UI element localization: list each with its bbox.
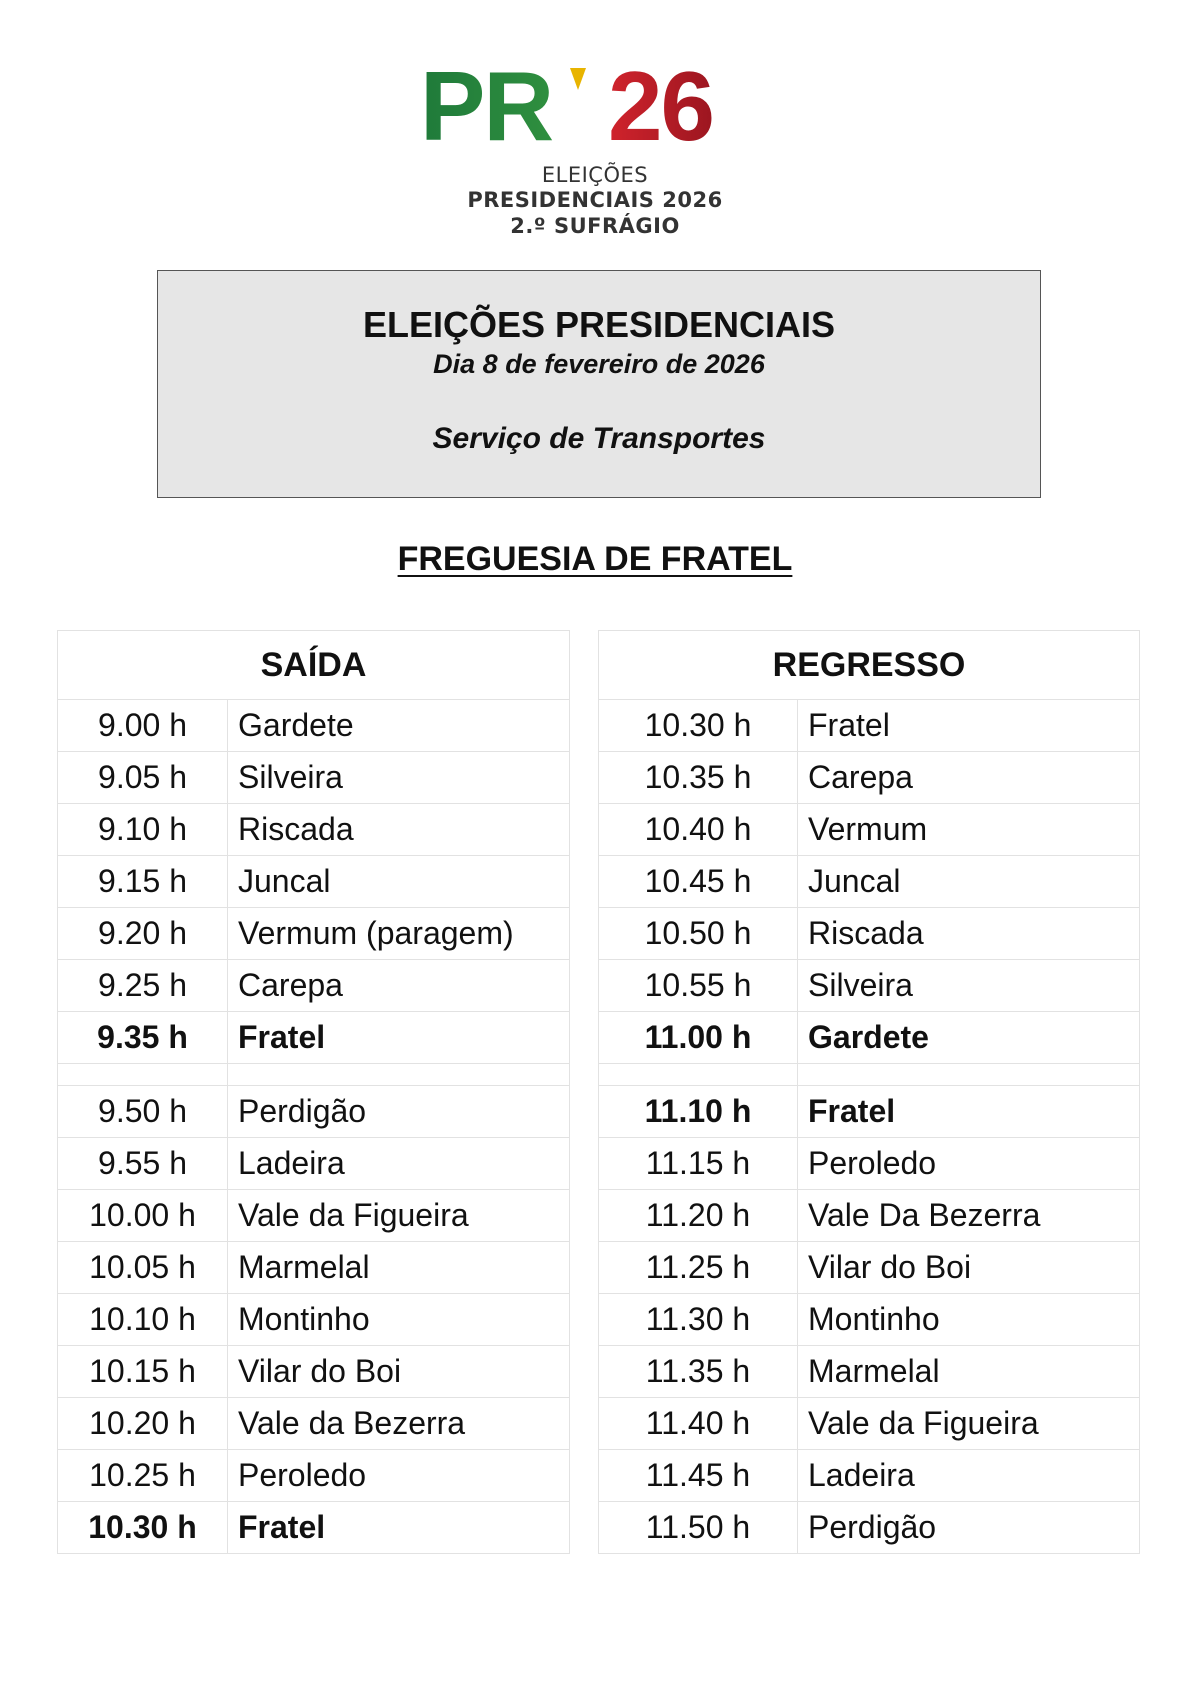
document-title: ELEIÇÕES PRESIDENCIAIS (362, 304, 836, 345)
place-cell: Silveira (228, 752, 570, 804)
time-cell: 9.25 h (58, 960, 228, 1012)
time-cell: 10.40 h (599, 804, 798, 856)
logo-line-3: 2.º SUFRÁGIO (510, 214, 680, 238)
time-cell: 10.15 h (58, 1346, 228, 1398)
place-cell: Gardete (228, 700, 570, 752)
schedule-row (58, 752, 570, 804)
time-cell: 9.15 h (58, 856, 228, 908)
schedule-row (58, 1502, 570, 1554)
time-cell: 11.10 h (599, 1086, 798, 1138)
time-cell: 10.45 h (599, 856, 798, 908)
place-cell: Fratel (228, 1502, 570, 1554)
place-cell: Vale da Bezerra (228, 1398, 570, 1450)
schedule-row (599, 1398, 1140, 1450)
parish-name: FREGUESIA DE FRATEL (397, 540, 793, 578)
time-cell: 11.45 h (599, 1450, 798, 1502)
place-cell: Riscada (228, 804, 570, 856)
spacer-cell (599, 1064, 798, 1086)
time-cell: 11.20 h (599, 1190, 798, 1242)
election-logo (0, 60, 1190, 239)
time-cell: 9.35 h (58, 1012, 228, 1064)
place-cell: Montinho (228, 1294, 570, 1346)
place-cell: Vilar do Boi (228, 1346, 570, 1398)
place-cell: Peroledo (798, 1138, 1140, 1190)
place-cell: Vale da Figueira (228, 1190, 570, 1242)
place-cell: Peroledo (228, 1450, 570, 1502)
spacer-row (599, 1064, 1140, 1086)
schedule-row (599, 1012, 1140, 1064)
spacer-row (58, 1064, 570, 1086)
schedule-row (58, 700, 570, 752)
schedule-row (58, 1242, 570, 1294)
place-cell: Silveira (798, 960, 1140, 1012)
schedule-row (58, 1086, 570, 1138)
time-cell: 10.55 h (599, 960, 798, 1012)
time-cell: 9.05 h (58, 752, 228, 804)
time-cell: 10.00 h (58, 1190, 228, 1242)
time-cell: 9.55 h (58, 1138, 228, 1190)
schedule-row (58, 1012, 570, 1064)
schedule-row (58, 1346, 570, 1398)
schedule-row (599, 1502, 1140, 1554)
place-cell: Juncal (798, 856, 1140, 908)
time-cell: 10.30 h (58, 1502, 228, 1554)
schedule-row (599, 960, 1140, 1012)
schedule-row (599, 1294, 1140, 1346)
time-cell: 10.50 h (599, 908, 798, 960)
return-table (598, 630, 1140, 1554)
time-cell: 10.05 h (58, 1242, 228, 1294)
spacer-cell (228, 1064, 570, 1086)
schedule-row (599, 908, 1140, 960)
header-box (157, 270, 1041, 498)
return-heading: REGRESSO (599, 631, 1140, 700)
place-cell: Gardete (798, 1012, 1140, 1064)
time-cell: 11.15 h (599, 1138, 798, 1190)
time-cell: 11.30 h (599, 1294, 798, 1346)
time-cell: 11.35 h (599, 1346, 798, 1398)
place-cell: Marmelal (228, 1242, 570, 1294)
schedule-row (58, 960, 570, 1012)
place-cell: Perdigão (228, 1086, 570, 1138)
schedule-row (599, 1346, 1140, 1398)
place-cell: Carepa (798, 752, 1140, 804)
spacer-cell (798, 1064, 1140, 1086)
schedule-row (58, 856, 570, 908)
logo-line-1: ELEIÇÕES (541, 163, 649, 187)
schedule-row (599, 804, 1140, 856)
time-cell: 10.35 h (599, 752, 798, 804)
place-cell: Ladeira (798, 1450, 1140, 1502)
time-cell: 10.10 h (58, 1294, 228, 1346)
schedule-row (58, 1450, 570, 1502)
time-cell: 11.50 h (599, 1502, 798, 1554)
schedule-row (599, 1242, 1140, 1294)
time-cell: 10.25 h (58, 1450, 228, 1502)
place-cell: Montinho (798, 1294, 1140, 1346)
departure-table (57, 630, 570, 1554)
time-cell: 11.00 h (599, 1012, 798, 1064)
place-cell: Fratel (798, 1086, 1140, 1138)
pr26-logo-mark (420, 60, 770, 150)
time-cell: 11.40 h (599, 1398, 798, 1450)
place-cell: Vale da Figueira (798, 1398, 1140, 1450)
time-cell: 9.10 h (58, 804, 228, 856)
place-cell: Fratel (228, 1012, 570, 1064)
time-cell: 9.20 h (58, 908, 228, 960)
place-cell: Carepa (228, 960, 570, 1012)
schedule-row (58, 1190, 570, 1242)
time-cell: 11.25 h (599, 1242, 798, 1294)
schedule-row (58, 804, 570, 856)
place-cell: Vilar do Boi (798, 1242, 1140, 1294)
time-cell: 10.30 h (599, 700, 798, 752)
time-cell: 9.00 h (58, 700, 228, 752)
departure-heading: SAÍDA (58, 631, 570, 700)
parish-heading (0, 540, 1190, 579)
place-cell: Vermum (paragem) (228, 908, 570, 960)
schedule-row (58, 1138, 570, 1190)
time-cell: 10.20 h (58, 1398, 228, 1450)
schedule-row (599, 856, 1140, 908)
place-cell: Ladeira (228, 1138, 570, 1190)
schedule-row (58, 1294, 570, 1346)
svg-text:26: 26 (608, 60, 714, 150)
schedule-row (58, 908, 570, 960)
place-cell: Vale Da Bezerra (798, 1190, 1140, 1242)
svg-text:PR: PR (420, 60, 553, 150)
place-cell: Vermum (798, 804, 1140, 856)
place-cell: Riscada (798, 908, 1140, 960)
schedule-row (599, 752, 1140, 804)
schedule-row (58, 1398, 570, 1450)
schedule-row (599, 1138, 1140, 1190)
schedule-row (599, 1450, 1140, 1502)
place-cell: Marmelal (798, 1346, 1140, 1398)
schedule-row (599, 1086, 1140, 1138)
place-cell: Fratel (798, 700, 1140, 752)
place-cell: Perdigão (798, 1502, 1140, 1554)
place-cell: Juncal (228, 856, 570, 908)
logo-line-2: PRESIDENCIAIS 2026 (467, 188, 723, 212)
time-cell: 9.50 h (58, 1086, 228, 1138)
spacer-cell (58, 1064, 228, 1086)
schedule-row (599, 1190, 1140, 1242)
schedule-row (599, 700, 1140, 752)
election-date: Dia 8 de fevereiro de 2026 (433, 349, 765, 379)
service-title: Serviço de Transportes (432, 422, 766, 455)
